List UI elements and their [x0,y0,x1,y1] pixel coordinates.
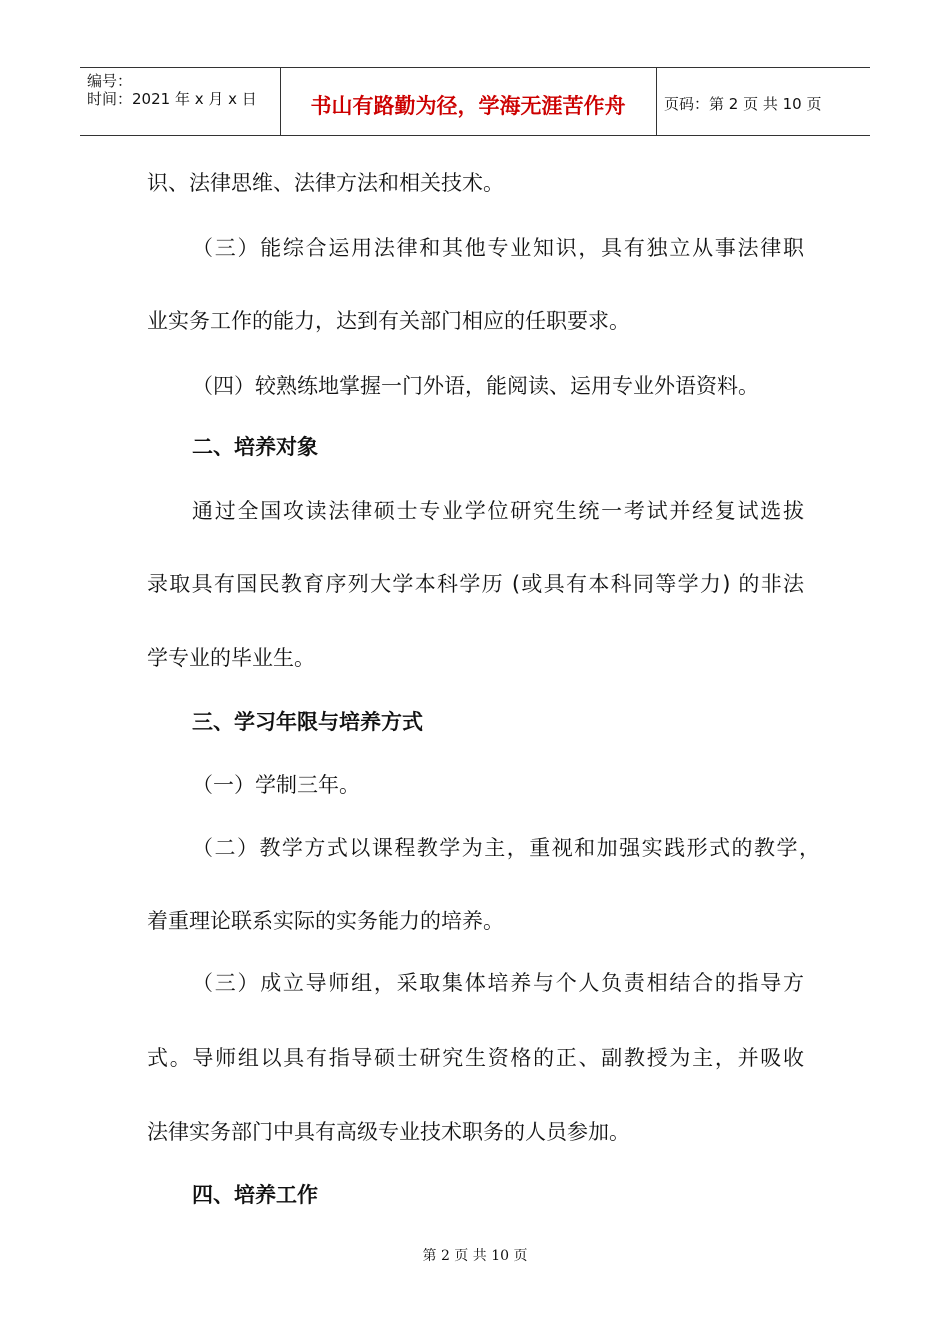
header-motto: 书山有路勤为径，学海无涯苦作舟 [310,94,626,118]
body-line: （三）成立导师组，采取集体培养与个人负责相结合的指导方 [192,971,804,995]
header-bottom-rule [80,135,870,136]
header-top-rule [80,67,870,68]
body-line: 识、法律思维、法律方法和相关技术。 [147,171,504,195]
header-page-info: 页码：第 2 页 共 10 页 [664,95,822,113]
body-line: （二）教学方式以课程教学为主，重视和加强实践形式的教学， [192,836,820,860]
body-line: 着重理论联系实际的实务能力的培养。 [147,909,504,933]
body-line: 学专业的毕业生。 [147,646,315,670]
serial-label: 编号： [87,72,133,90]
section-heading: 三、学习年限与培养方式 [192,710,423,734]
body-line: 法律实务部门中具有高级专业技术职务的人员参加。 [147,1120,630,1144]
body-line: （一）学制三年。 [192,773,360,797]
body-line: （三）能综合运用法律和其他专业知识，具有独立从事法律职 [192,236,804,260]
header-divider [656,68,657,135]
time-label: 时间：2021 年 x 月 x 日 [87,90,257,108]
body-line: 录取具有国民教育序列大学本科学历 (或具有本科同等学力) 的非法 [147,572,804,596]
page-footer: 第 2 页 共 10 页 [422,1248,528,1264]
section-heading: 二、培养对象 [192,435,318,459]
body-line: 通过全国攻读法律硕士专业学位研究生统一考试并经复试选拔 [192,499,804,523]
body-line: （四）较熟练地掌握一门外语，能阅读、运用专业外语资料。 [192,374,759,398]
body-line: 式。导师组以具有指导硕士研究生资格的正、副教授为主，并吸收 [147,1046,804,1070]
body-line: 业实务工作的能力，达到有关部门相应的任职要求。 [147,309,630,333]
header-meta [87,72,257,108]
section-heading: 四、培养工作 [192,1183,318,1207]
